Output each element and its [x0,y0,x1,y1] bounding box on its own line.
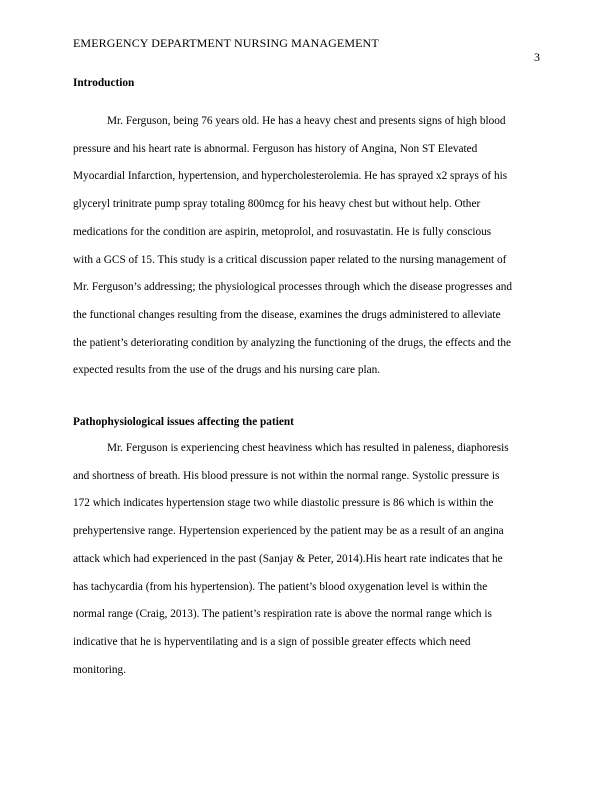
page-number: 3 [534,50,540,64]
paragraph-line: with a GCS of 15. This study is a critical discussion paper related to the nursing management of [73,253,507,266]
paragraph-line: indicative that he is hyperventilating and is a sign of possible greater effects which need [73,635,471,648]
paragraph-line: medications for the condition are aspirin, metoprolol, and rosuvastatin. He is fully conscious [73,225,492,238]
paragraph-line: Mr. Ferguson, being 76 years old. He has a heavy chest and presents signs of high blood [107,115,506,127]
paragraph-line: expected results from the use of the drugs and his nursing care plan. [73,364,381,377]
paragraph-introduction [73,108,543,385]
paragraph-line: and shortness of breath. His blood pressure is not within the normal range. Systolic pressure is [73,469,500,482]
paragraph-line: glyceryl trinitrate pump spray totaling 800mcg for his heavy chest but without help. Other [73,198,481,211]
paragraph-line: the functional changes resulting from the disease, examines the drugs administered to alleviate [73,308,501,321]
paragraph-line: Mr. Ferguson is experiencing chest heaviness which has resulted in paleness, diaphoresis [107,442,509,454]
paragraph-line: attack which had experienced in the past (Sanjay & Peter, 2014).His heart rate indicates that he [73,552,503,565]
section-heading-introduction: Introduction [73,77,135,89]
paragraph-line: the patient’s deteriorating condition by analyzing the functioning of the drugs, the effects and the [73,336,512,349]
paragraph-line: 172 which indicates hypertension stage two while diastolic pressure is 86 which is within the [73,497,494,510]
paragraph-pathophysiology [73,435,543,684]
paragraph-line: normal range (Craig, 2013). The patient’s respiration rate is above the normal range which is [73,608,492,621]
paragraph-line: Myocardial Infarction, hypertension, and hypercholesterolemia. He has sprayed x2 sprays of his [73,170,508,183]
paragraph-line: Mr. Ferguson’s addressing; the physiological processes through which the disease progresses and [73,281,513,294]
paragraph-line: monitoring. [73,663,127,676]
section-heading-pathophysiology: Pathophysiological issues affecting the patient [73,416,294,428]
paragraph-line: has tachycardia (from his hypertension). The patient’s blood oxygenation level is within the [73,580,488,593]
running-head: EMERGENCY DEPARTMENT NURSING MANAGEMENT [73,36,379,50]
paragraph-line: prehypertensive range. Hypertension experienced by the patient may be as a result of an angina [73,525,504,538]
paragraph-line: pressure and his heart rate is abnormal. Ferguson has history of Angina, Non ST Elevated [73,142,478,155]
